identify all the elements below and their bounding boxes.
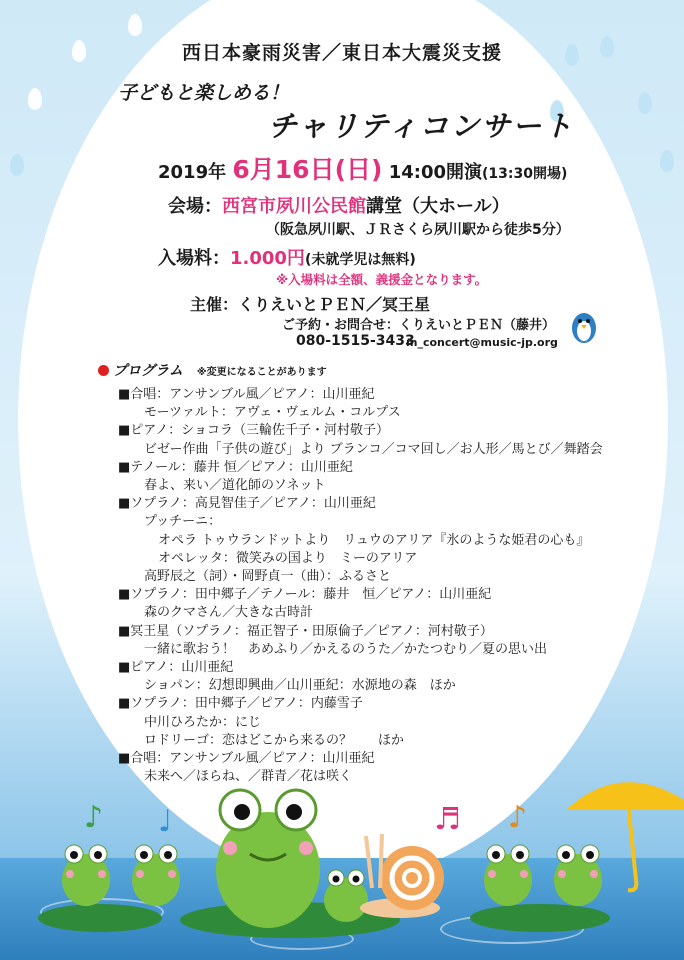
program-line: 未来へ／ほらね、／群青／花は咲く (144, 769, 353, 785)
program-line: 春よ、来い／道化師のソネット (144, 478, 326, 494)
frog-icon (554, 845, 602, 906)
venue-hall: 講堂（大ホール） (366, 196, 510, 217)
event-time: 14:00開演 (388, 162, 483, 183)
penguin-logo-icon (566, 306, 602, 346)
program-line: ロドリーゴ：恋はどこから来るの？ ほか (144, 732, 405, 748)
frog-icon (62, 845, 110, 906)
fee-note: ※入場料は全額、義援金となります。 (276, 272, 488, 287)
music-note-icon: ♪ (508, 800, 528, 835)
big-frog-icon (216, 790, 320, 928)
program-line: ■ピアノ：山川亜紀 (118, 660, 234, 676)
fee-free: (未就学児は無料) (304, 252, 416, 268)
program-line: ■合唱：アンサンブル風／ピアノ：山川亜紀 (118, 387, 375, 402)
contact-phone[interactable]: 080-1515-3433 (296, 333, 415, 349)
frogs-illustration (0, 770, 684, 960)
contact-email[interactable]: m_concert@music-jp.org (406, 336, 558, 349)
venue-access: （阪急夙川駅、ＪＲさくら夙川駅から徒歩5分） (266, 222, 570, 238)
program-line: ■ソプラノ：高見智佳子／ピアノ：山川亜紀 (118, 496, 376, 512)
program-line: ■ソプラノ：田中郷子／ピアノ：内藤雪子 (118, 696, 363, 712)
program-line: 高野辰之（詞）・岡野貞一（曲）：ふるさと (144, 569, 392, 585)
page-title: チャリティコンサート (268, 109, 575, 143)
subtitle: 子どもと楽しめる！ (118, 82, 290, 104)
frog-icon (484, 845, 532, 906)
program-line: ■ピアノ：ショコラ（三輪佐千子・河村敬子） (118, 423, 389, 439)
organizer: 主催：くりえいとＰＥＮ／冥王星 (190, 295, 431, 314)
program-line: 森のクマさん／大きな古時計 (144, 605, 314, 621)
fee-price: 1.000円 (230, 248, 305, 269)
music-note-icon: ♪ (84, 800, 104, 835)
program-line: ■テノール：藤井 恒／ピアノ：山川亜紀 (118, 459, 353, 475)
event-year: 2019年 (158, 162, 227, 183)
venue (168, 192, 510, 218)
program-line: ショパン：幻想即興曲／山川亜紀：水源地の森 ほか (144, 678, 456, 694)
program-heading: プログラム ※変更になることがあります (98, 360, 327, 380)
fee-label: 入場料： (158, 248, 230, 269)
program-line: モーツァルト：アヴェ・ヴェルム・コルプス (144, 405, 401, 421)
venue-name: 西宮市夙川公民館 (222, 196, 366, 217)
frog-icon (132, 845, 180, 906)
program-line: オペラ トゥウランドットより リュウのアリア『氷のような姫君の心も』 (158, 532, 590, 548)
program-line: 中川ひろたか：にじ (144, 714, 262, 730)
bullet-icon (98, 365, 109, 376)
frog-icon (324, 870, 368, 922)
event-doors: (13:30開場) (482, 166, 568, 182)
entry-fee (158, 244, 416, 270)
program-line: プッチーニ： (144, 514, 222, 530)
event-datetime (158, 150, 567, 186)
support-banner: 西日本豪雨災害／東日本大震災支援 (181, 42, 502, 64)
event-day: 6月16日(日) (232, 155, 383, 184)
program-line: オペレッタ：微笑みの国より ミーのアリア (158, 550, 418, 566)
music-note-icon: ♬ (434, 802, 461, 837)
program-line: ■冥王星（ソプラノ：福正智子・田原倫子／ピアノ：河村敬子） (118, 623, 493, 639)
program-note: ※変更になることがあります (196, 367, 327, 378)
program-line: ■合唱：アンサンブル風／ピアノ：山川亜紀 (118, 751, 375, 767)
music-note-icon: ♩ (158, 804, 173, 839)
snail-icon (360, 834, 444, 918)
program-list (118, 386, 603, 786)
venue-label: 会場： (168, 196, 222, 217)
program-line: ■ソプラノ：田中郷子／テノール：藤井 恒／ピアノ：山川亜紀 (118, 587, 492, 603)
program-line: ビゼー作曲「子供の遊び」より ブランコ／コマ回し／お人形／馬とび／舞踏会 (144, 441, 603, 457)
contact-info: ご予約・お問合せ：くりえいとＰＥＮ（藤井） (282, 318, 556, 333)
program-line: 一緒に歌おう！ あめふり／かえるのうた／かたつむり／夏の思い出 (144, 641, 548, 657)
